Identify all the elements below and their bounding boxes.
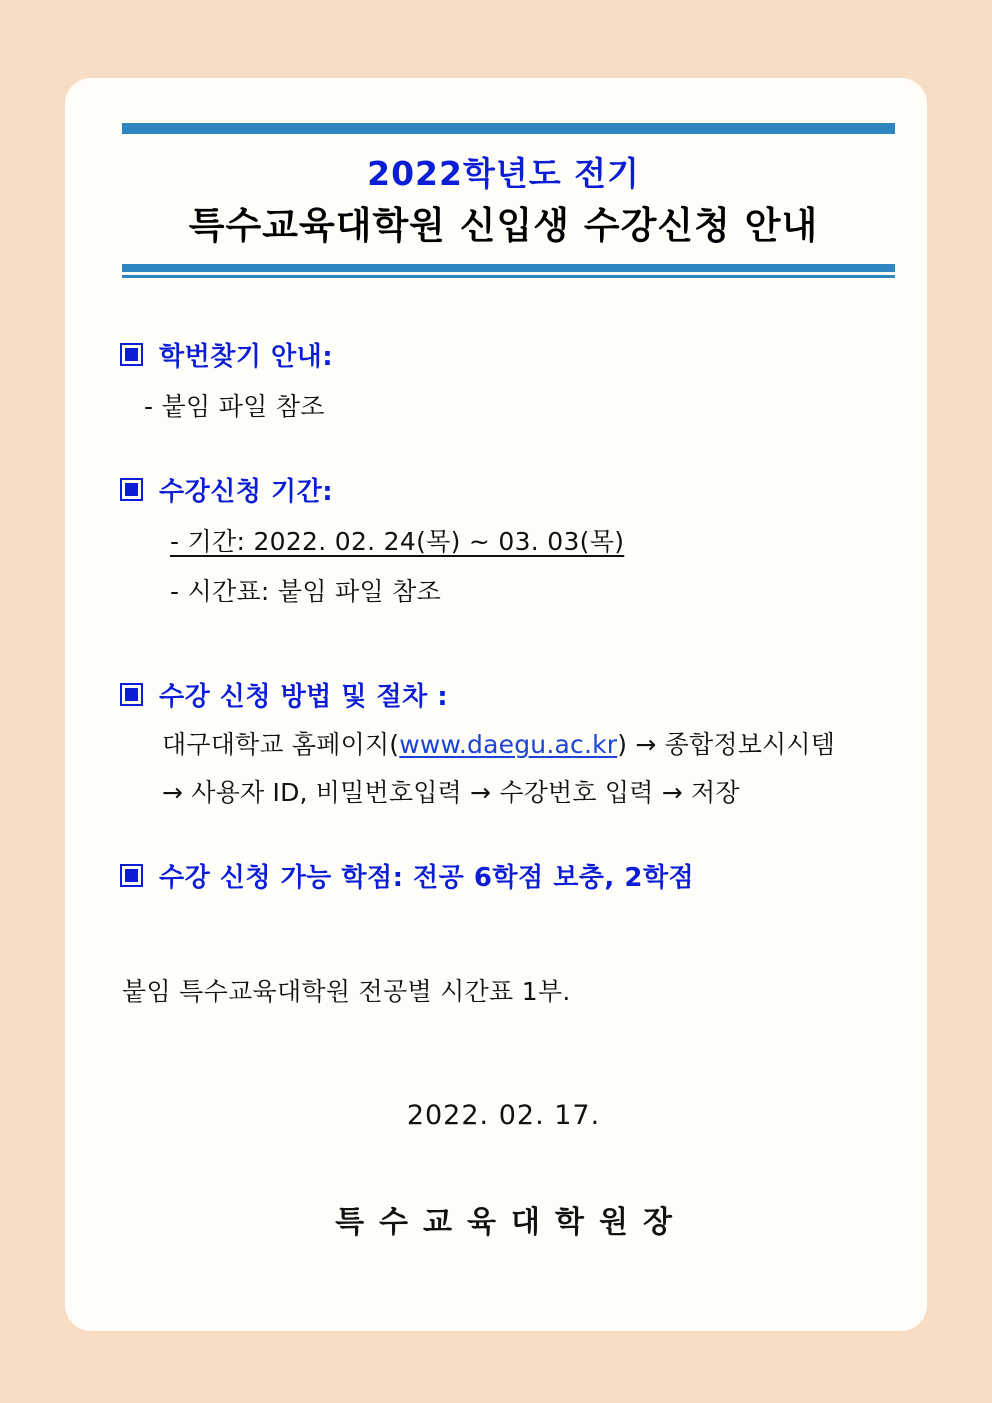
square-bullet-icon: [120, 478, 143, 501]
section-student-id-lookup: [120, 336, 887, 423]
square-bullet-icon: [120, 343, 143, 366]
section-item: - 붙임 파일 참조: [144, 392, 325, 422]
header-rule-bottom-thin: [122, 275, 895, 278]
spacer: [120, 431, 887, 471]
homepage-link[interactable]: www.daegu.ac.kr: [399, 730, 618, 760]
title-line-1: 2022학년도 전기: [367, 154, 640, 193]
header-rule-top: [122, 123, 895, 134]
procedure-line-2: → 사용자 ID, 비밀번호입력 → 수강번호 입력 → 저장: [162, 778, 740, 808]
document-title-block: [120, 134, 887, 264]
section-item: - 시간표: 붙임 파일 참조: [170, 577, 442, 607]
title-line-2: 특수교육대학원 신입생 수강신청 안내: [188, 203, 819, 247]
document-page: [65, 78, 927, 1331]
document-body: [120, 336, 887, 1241]
section-registration-method: [120, 676, 887, 809]
section-heading: [120, 857, 887, 894]
procedure-text-post: ) → 종합정보시시템: [617, 730, 836, 760]
section-heading-label: 수강신청 기간:: [159, 477, 334, 508]
document-date: 2022. 02. 17.: [406, 1100, 601, 1132]
header-rule-bottom-thick: [122, 264, 895, 272]
document-signer: 특수교육대학원장: [335, 1205, 687, 1241]
section-credit-limit: [120, 857, 887, 894]
section-heading: [120, 471, 887, 508]
section-heading: [120, 336, 887, 373]
section-item: [170, 522, 887, 558]
document-content: [120, 123, 887, 1241]
section-heading: [120, 676, 887, 713]
period-value: - 기간: 2022. 02. 24(목) ~ 03. 03(목): [170, 527, 625, 557]
spacer: [120, 817, 887, 857]
section-heading-label: 수강 신청 방법 및 절차 :: [159, 682, 449, 713]
section-heading-label: 학번찾기 안내:: [159, 342, 334, 373]
square-bullet-icon: [120, 683, 143, 706]
spacer: [120, 616, 887, 676]
section-registration-period: [120, 471, 887, 608]
attachment-note: 붙임 특수교육대학원 전공별 시간표 1부.: [122, 977, 571, 1007]
square-bullet-icon: [120, 864, 143, 887]
procedure-text-pre: 대구대학교 홈페이지(: [162, 730, 400, 760]
procedure-line-1: [162, 725, 887, 761]
section-heading-label: 수강 신청 가능 학점: 전공 6학점 보충, 2학점: [159, 863, 695, 894]
